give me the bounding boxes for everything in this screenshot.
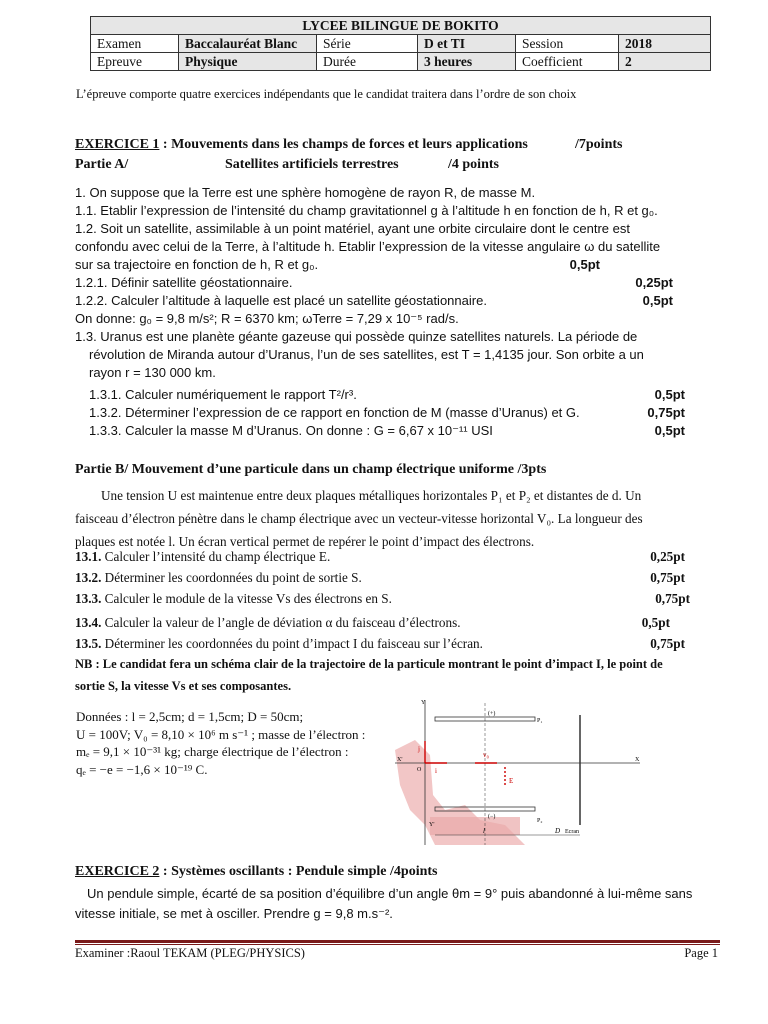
points-badge: 0,5pt xyxy=(654,387,685,402)
data-line: mₑ = 9,1 × 10⁻³¹ kg; charge électrique de l’électron : xyxy=(76,744,349,759)
header-cell: Durée xyxy=(317,53,418,71)
nb-note: NB : Le candidat fera un schéma clair de la trajectoire de la particule montrant le point d’impact I, le point de xyxy=(75,657,663,671)
question-1-3-1 xyxy=(75,386,715,404)
question-13-5 xyxy=(75,633,715,654)
length-l-label: l xyxy=(483,827,485,835)
header-cell: Baccalauréat Blanc xyxy=(179,35,317,53)
header-cell: 3 heures xyxy=(418,53,516,71)
p2-label: P₂ xyxy=(537,818,543,824)
part-a-label: Partie A/ xyxy=(75,157,129,172)
header-cell: 2 xyxy=(619,53,711,71)
v0-label: v₀ xyxy=(483,751,489,759)
data-line: U = 100V; V₀ = 8,10 × 10⁶ m s⁻¹ ; masse de l’électron : xyxy=(76,726,366,742)
distance-d-label: D xyxy=(555,827,561,835)
points-badge: 0,75pt xyxy=(655,591,690,606)
header-cell: Session xyxy=(516,35,619,53)
question-text: 1.2.1. Définir satellite géostationnaire. xyxy=(75,275,293,290)
y-label: Y xyxy=(421,700,426,706)
xp-label: X' xyxy=(397,757,403,763)
exercise-2-points: /4points xyxy=(390,864,438,879)
question-1-3-2 xyxy=(75,404,715,422)
exercise-2-label: EXERCICE 2 xyxy=(75,864,160,879)
x-label: X xyxy=(635,757,640,763)
question-1-3-line: 1.3. Uranus est une planète géante gazeuse qui possède quinze satellites naturels. La période de xyxy=(75,329,638,344)
question-number: 13.5. xyxy=(75,636,102,651)
question-text: Calculer le module de la vitesse Vs des électrons en S. xyxy=(101,591,392,606)
exercise-2-heading xyxy=(75,863,715,881)
part-b-points: /3pts xyxy=(517,462,547,477)
j-vector-label: j xyxy=(418,745,420,753)
given-data xyxy=(76,708,366,778)
question-1: 1. On suppose que la Terre est une sphère homogène de rayon R, de masse M. xyxy=(75,185,536,200)
minus-label: (−) xyxy=(488,814,496,820)
part-b-paragraph: plaques est notée l. Un écran vertical permet de repérer le point d’impact des électrons. xyxy=(75,534,535,549)
header-table xyxy=(90,16,711,71)
question-1-3-line: révolution de Miranda autour d’Uranus, l’un de ses satellites, est T = 1,4135 jour. Son orbite a un xyxy=(89,347,644,362)
points-badge: 0,5pt xyxy=(654,423,685,438)
question-text: 1.3.2. Déterminer l’expression de ce rapport en fonction de M (masse d’Uranus) et G. xyxy=(89,405,580,420)
points-badge: 0,25pt xyxy=(635,275,673,290)
header-cell: Examen xyxy=(91,35,179,53)
question-number: 13.2. xyxy=(75,570,102,585)
part-b-body xyxy=(75,484,715,553)
points-badge: 0,5pt xyxy=(642,293,673,308)
question-text: Déterminer les coordonnées du point de sortie S. xyxy=(101,570,362,585)
points-badge: 0,75pt xyxy=(647,405,685,420)
exercise-1-points: /7points xyxy=(575,137,623,152)
question-13-1 xyxy=(75,546,715,567)
given-values-1: On donne: g₀ = 9,8 m/s²; R = 6370 km; ωTerre = 7,29 x 10⁻⁵ rad/s. xyxy=(75,311,459,326)
question-text: Calculer la valeur de l’angle de déviation α du faisceau d’électrons. xyxy=(101,615,461,630)
question-13-3 xyxy=(75,588,715,612)
exercise-2-paragraph: Un pendule simple, écarté de sa position d’équilibre d’un angle θm = 9° puis abandonné à lui-même sans xyxy=(87,886,693,901)
i-vector-label: i xyxy=(435,767,437,775)
question-1-3-3 xyxy=(75,422,715,440)
shaded-plate-area xyxy=(430,817,520,835)
part-b-paragraph: Une tension U est maintenue entre deux plaques métalliques horizontales P₁ et P₂ et distantes de d. Un xyxy=(101,488,642,503)
exercise-1-title: : Mouvements dans les champs de forces et leurs applications xyxy=(159,137,528,152)
part-a-title: Satellites artificiels terrestres xyxy=(225,157,399,172)
question-number: 13.1. xyxy=(75,549,102,564)
header-cell: Epreuve xyxy=(91,53,179,71)
question-1-2-line: 1.2. Soit un satellite, assimilable à un point matériel, ayant une orbite circulaire dont le centre est xyxy=(75,221,630,236)
part-a-points: /4 points xyxy=(448,157,499,172)
part-a-questions xyxy=(75,184,715,440)
question-13-4 xyxy=(75,612,715,633)
question-1-2-text: sur sa trajectoire en fonction de h, R et g₀. xyxy=(75,257,319,272)
header-cell: Série xyxy=(317,35,418,53)
data-line: Données : l = 2,5cm; d = 1,5cm; D = 50cm; xyxy=(76,709,304,724)
question-number: 13.3. xyxy=(75,591,102,606)
p1-label: P₁ xyxy=(537,718,543,724)
intro-text: L’épreuve comporte quatre exercices indépendants que le candidat traitera dans l’ordre de son choix xyxy=(76,87,577,101)
plus-label: (+) xyxy=(488,711,496,717)
e-field-label: E xyxy=(509,777,514,785)
question-text: Déterminer les coordonnées du point d’impact I du faisceau sur l’écran. xyxy=(101,636,483,651)
school-name: LYCEE BILINGUE DE BOKITO xyxy=(91,17,711,35)
data-line: qₑ = −e = −1,6 × 10⁻¹⁹ C. xyxy=(76,761,208,777)
yp-label: Y' xyxy=(429,822,435,828)
exercise-1-label: EXERCICE 1 xyxy=(75,137,160,152)
points-badge: 0,25pt xyxy=(650,549,685,564)
question-text: 1.3.3. Calculer la masse M d’Uranus. On donne : G = 6,67 x 10⁻¹¹ USI xyxy=(89,423,493,438)
exercise-2-body xyxy=(75,884,715,924)
part-b-title: Partie B/ Mouvement d’une particule dans un champ électrique uniforme xyxy=(75,462,515,477)
exercise-2-title: : Systèmes oscillants : Pendule simple xyxy=(159,864,387,879)
footer-divider xyxy=(75,940,720,943)
header-cell: Coefficient xyxy=(516,53,619,71)
points-badge: 0,5pt xyxy=(569,257,600,272)
points-badge: 0,5pt xyxy=(641,615,670,630)
header-cell: D et TI xyxy=(418,35,516,53)
origin-label: O xyxy=(417,767,422,773)
points-badge: 0,75pt xyxy=(650,636,685,651)
part-b-questions xyxy=(75,546,715,698)
header-cell: Physique xyxy=(179,53,317,71)
exercise-2-paragraph: vitesse initiale, se met à osciller. Prendre g = 9,8 m.s⁻². xyxy=(75,906,393,921)
question-text: 1.2.2. Calculer l’altitude à laquelle est placé un satellite géostationnaire. xyxy=(75,293,487,308)
question-1-2-2 xyxy=(75,292,715,310)
footer-divider xyxy=(75,944,720,945)
question-number: 13.4. xyxy=(75,615,102,630)
exercise-1-heading xyxy=(75,136,715,174)
question-text: Calculer l’intensité du champ électrique E. xyxy=(101,549,331,564)
page-number: Page 1 xyxy=(684,946,718,960)
part-b-heading xyxy=(75,461,715,479)
question-1-2-line: confondu avec celui de la Terre, à l’altitude h. Etablir l’expression de la vitesse angulaire ω du satellite xyxy=(75,239,661,254)
screen-label: Ecran xyxy=(565,829,579,835)
question-1-3-line: rayon r = 130 000 km. xyxy=(89,365,216,380)
nb-note: sortie S, la vitesse Vs et ses composantes. xyxy=(75,679,292,693)
examiner-name: Examiner :Raoul TEKAM (PLEG/PHYSICS) xyxy=(75,946,305,960)
question-1-1: 1.1. Etablir l’expression de l’intensité du champ gravitationnel g à l’altitude h en fonction de h, R et g₀. xyxy=(75,203,658,218)
question-text: 1.3.1. Calculer numériquement le rapport T²/r³. xyxy=(89,387,357,402)
points-badge: 0,75pt xyxy=(650,570,685,585)
question-1-2-line xyxy=(75,256,715,274)
deflection-diagram xyxy=(385,695,650,850)
part-b-paragraph: faisceau d’électron pénètre dans le champ électrique avec un vecteur-vitesse horizontal V₀. La longueur des xyxy=(75,511,643,526)
header-cell: 2018 xyxy=(619,35,711,53)
question-13-2 xyxy=(75,567,715,588)
question-1-2-1 xyxy=(75,274,715,292)
